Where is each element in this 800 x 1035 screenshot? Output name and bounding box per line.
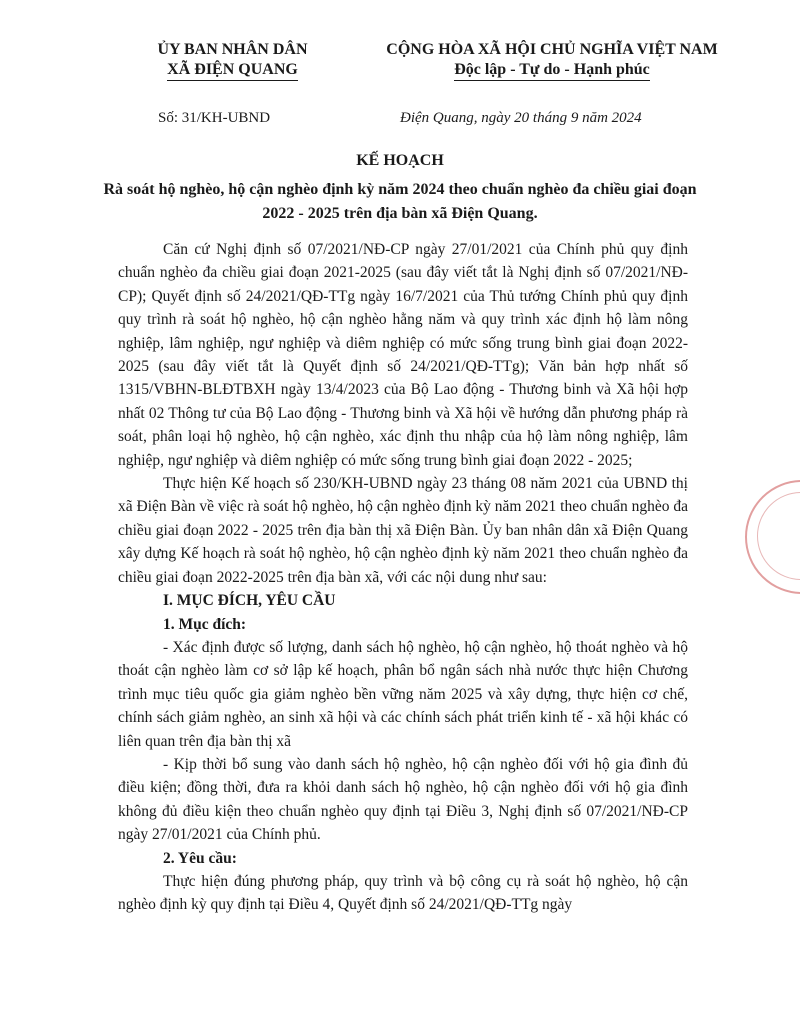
document-title: KẾ HOẠCH <box>356 152 444 169</box>
document-body <box>118 238 688 917</box>
paragraph: - Kịp thời bổ sung vào danh sách hộ nghèo, hộ cận nghèo đối với hộ gia đình đủ điều kiện; đồng thời, đưa ra khỏi danh sách hộ nghèo, hộ cận nghèo đối với hộ gia đình không đủ điều kiện theo chuẩn nghèo quy định tại Điều 3, Nghị định số 07/2021/NĐ-CP ngày 27/01/2021 của Chính phủ. <box>118 755 688 844</box>
paragraph: Thực hiện đúng phương pháp, quy trình và bộ công cụ rà soát hộ nghèo, hộ cận nghèo định kỳ quy định tại Điều 4, Quyết định số 24/2021/QĐ-TTg ngày <box>118 872 688 914</box>
document-date: Điện Quang, ngày 20 tháng 9 năm 2024 <box>400 110 642 126</box>
paragraph: - Xác định được số lượng, danh sách hộ nghèo, hộ cận nghèo, hộ thoát nghèo và hộ thoát cận nghèo làm cơ sở lập kế hoạch, phân bổ ngân sách nhà nước thực hiện Chương trình mục tiêu quốc gia giảm nghèo bền vững năm 2025 và xây dựng, thực hiện cơ chế, chính sách giảm nghèo, an sinh xã hội và các chính sách phát triển kinh tế - xã hội khác có liên quan trên địa bàn thị xã <box>118 638 688 750</box>
motto: Độc lập - Tự do - Hạnh phúc <box>454 60 650 81</box>
national-motto <box>352 40 752 81</box>
authority-line-2: XÃ ĐIỆN QUANG <box>167 60 298 81</box>
subsection-heading: 2. Yêu cầu: <box>163 849 237 867</box>
authority-line-1: ỦY BAN NHÂN DÂN <box>157 41 308 58</box>
nation-name: CỘNG HÒA XÃ HỘI CHỦ NGHĨA VIỆT NAM <box>386 41 718 58</box>
document-number: Số: 31/KH-UBND <box>158 110 271 126</box>
section-heading: I. MỤC ĐÍCH, YÊU CẦU <box>163 592 336 610</box>
issuing-authority <box>120 40 345 81</box>
paragraph: Thực hiện Kế hoạch số 230/KH-UBND ngày 23 tháng 08 năm 2021 của UBND thị xã Điện Bàn về việc rà soát hộ nghèo, hộ cận nghèo định kỳ năm 2021 theo chuẩn nghèo đa chiều giai đoạn 2022 - 2025 trên địa bàn thị xã Điện Bàn. Ủy ban nhân dân xã Điện Quang xây dựng Kế hoạch rà soát hộ nghèo, hộ cận nghèo định kỳ năm 2021 theo chuẩn nghèo đa chiều giai đoạn 2022-2025 trên địa bàn xã, với các nội dung như sau: <box>118 475 688 586</box>
paragraph: Căn cứ Nghị định số 07/2021/NĐ-CP ngày 27/01/2021 của Chính phủ quy định chuẩn nghèo đa chiều giai đoạn 2021-2025 (sau đây viết tắt là Nghị định số 07/2021/NĐ-CP); Quyết định số 24/2021/QĐ-TTg ngày 16/7/2021 của Thủ tướng Chính phủ quy định quy trình rà soát hộ nghèo, hộ cận nghèo hằng năm và quy trình xác định hộ làm nông nghiệp, lâm nghiệp, ngư nghiệp và diêm nghiệp có mức sống trung bình giai đoạn 2022-2025 (sau đây viết tắt là Quyết định số 24/2021/QĐ-TTg); Văn bản hợp nhất số 1315/VBHN-BLĐTBXH ngày 13/4/2023 của Bộ Lao động - Thương binh và Xã hội hợp nhất 02 Thông tư của Bộ Lao động - Thương binh và Xã hội về hướng dẫn phương pháp rà soát, phân loại hộ nghèo, hộ cận nghèo, xác định thu nhập của hộ làm nông nghiệp, lâm nghiệp, ngư nghiệp và diêm nghiệp có mức sống trung bình giai đoạn 2022 - 2025; <box>118 241 688 469</box>
subsection-heading: 1. Mục đích: <box>163 615 247 633</box>
red-seal-stamp <box>745 480 800 594</box>
seal-inner-ring <box>757 492 800 580</box>
document-subtitle: Rà soát hộ nghèo, hộ cận nghèo định kỳ năm 2024 theo chuẩn nghèo đa chiều giai đoạn 2022 - 2025 trên địa bàn xã Điện Quang. <box>103 181 697 222</box>
